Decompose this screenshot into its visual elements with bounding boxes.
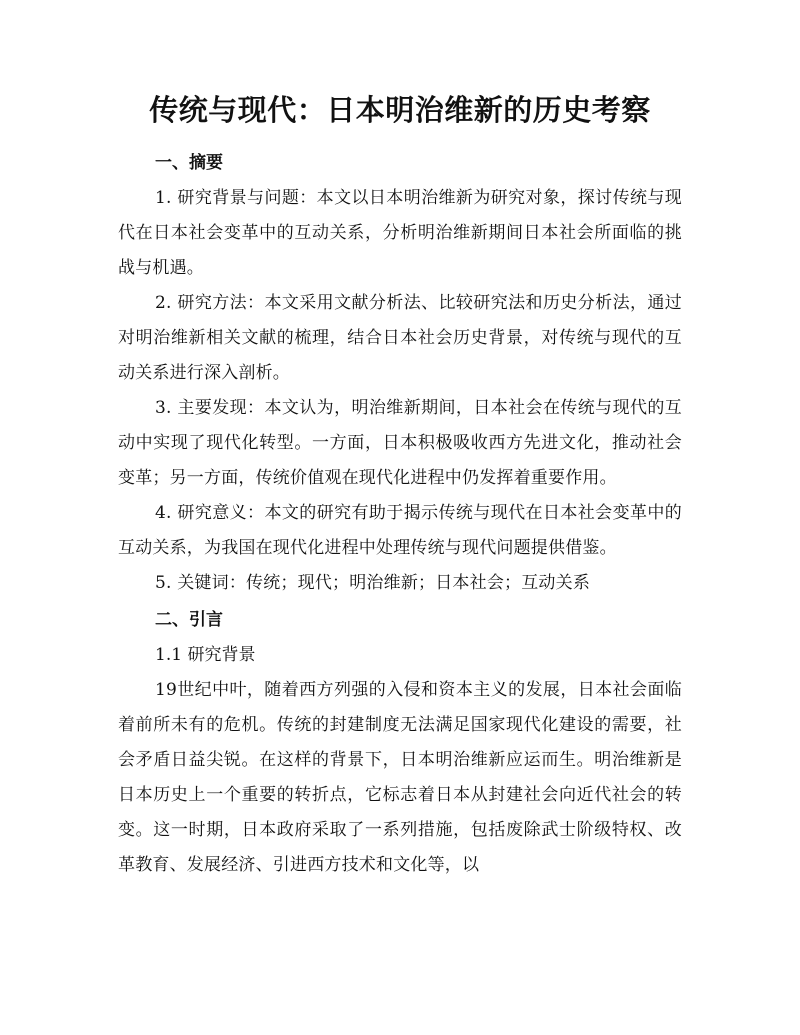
introduction-body: 19世纪中叶，随着西方列强的入侵和资本主义的发展，日本社会面临着前所未有的危机。传统的封建制度无法满足国家现代化建设的需要，社会矛盾日益尖锐。在这样的背景下，日本明治维新应运而生。明治维新是日本历史上一个重要的转折点，它标志着日本从封建社会向近代社会的转变。这一时期，日本政府采取了一系列措施，包括废除武士阶级特权、改革教育、发展经济、引进西方技术和文化等，以 <box>118 680 682 875</box>
abstract-heading: 一、摘要 <box>155 153 223 173</box>
introduction-subheading: 1.1 研究背景 <box>155 645 256 665</box>
abstract-item-keywords: 5. 关键词：传统；现代；明治维新；日本社会；互动关系 <box>155 573 591 593</box>
abstract-item-significance: 4. 研究意义：本文的研究有助于揭示传统与现代在日本社会变革中的互动关系，为我国在现代化进程中处理传统与现代问题提供借鉴。 <box>118 503 682 558</box>
introduction-heading: 二、引言 <box>155 610 223 630</box>
abstract-item-background: 1. 研究背景与问题：本文以日本明治维新为研究对象，探讨传统与现代在日本社会变革中的互动关系，分析明治维新期间日本社会所面临的挑战与机遇。 <box>118 188 682 278</box>
abstract-item-methods: 2. 研究方法：本文采用文献分析法、比较研究法和历史分析法，通过对明治维新相关文献的梳理，结合日本社会历史背景，对传统与现代的互动关系进行深入剖析。 <box>118 293 682 383</box>
document-title: 传统与现代：日本明治维新的历史考察 <box>149 93 651 127</box>
title-spacer <box>118 130 682 146</box>
abstract-item-findings: 3. 主要发现：本文认为，明治维新期间，日本社会在传统与现代的互动中实现了现代化转型。一方面，日本积极吸收西方先进文化，推动社会变革；另一方面，传统价值观在现代化进程中仍发挥着重要作用。 <box>118 398 682 488</box>
